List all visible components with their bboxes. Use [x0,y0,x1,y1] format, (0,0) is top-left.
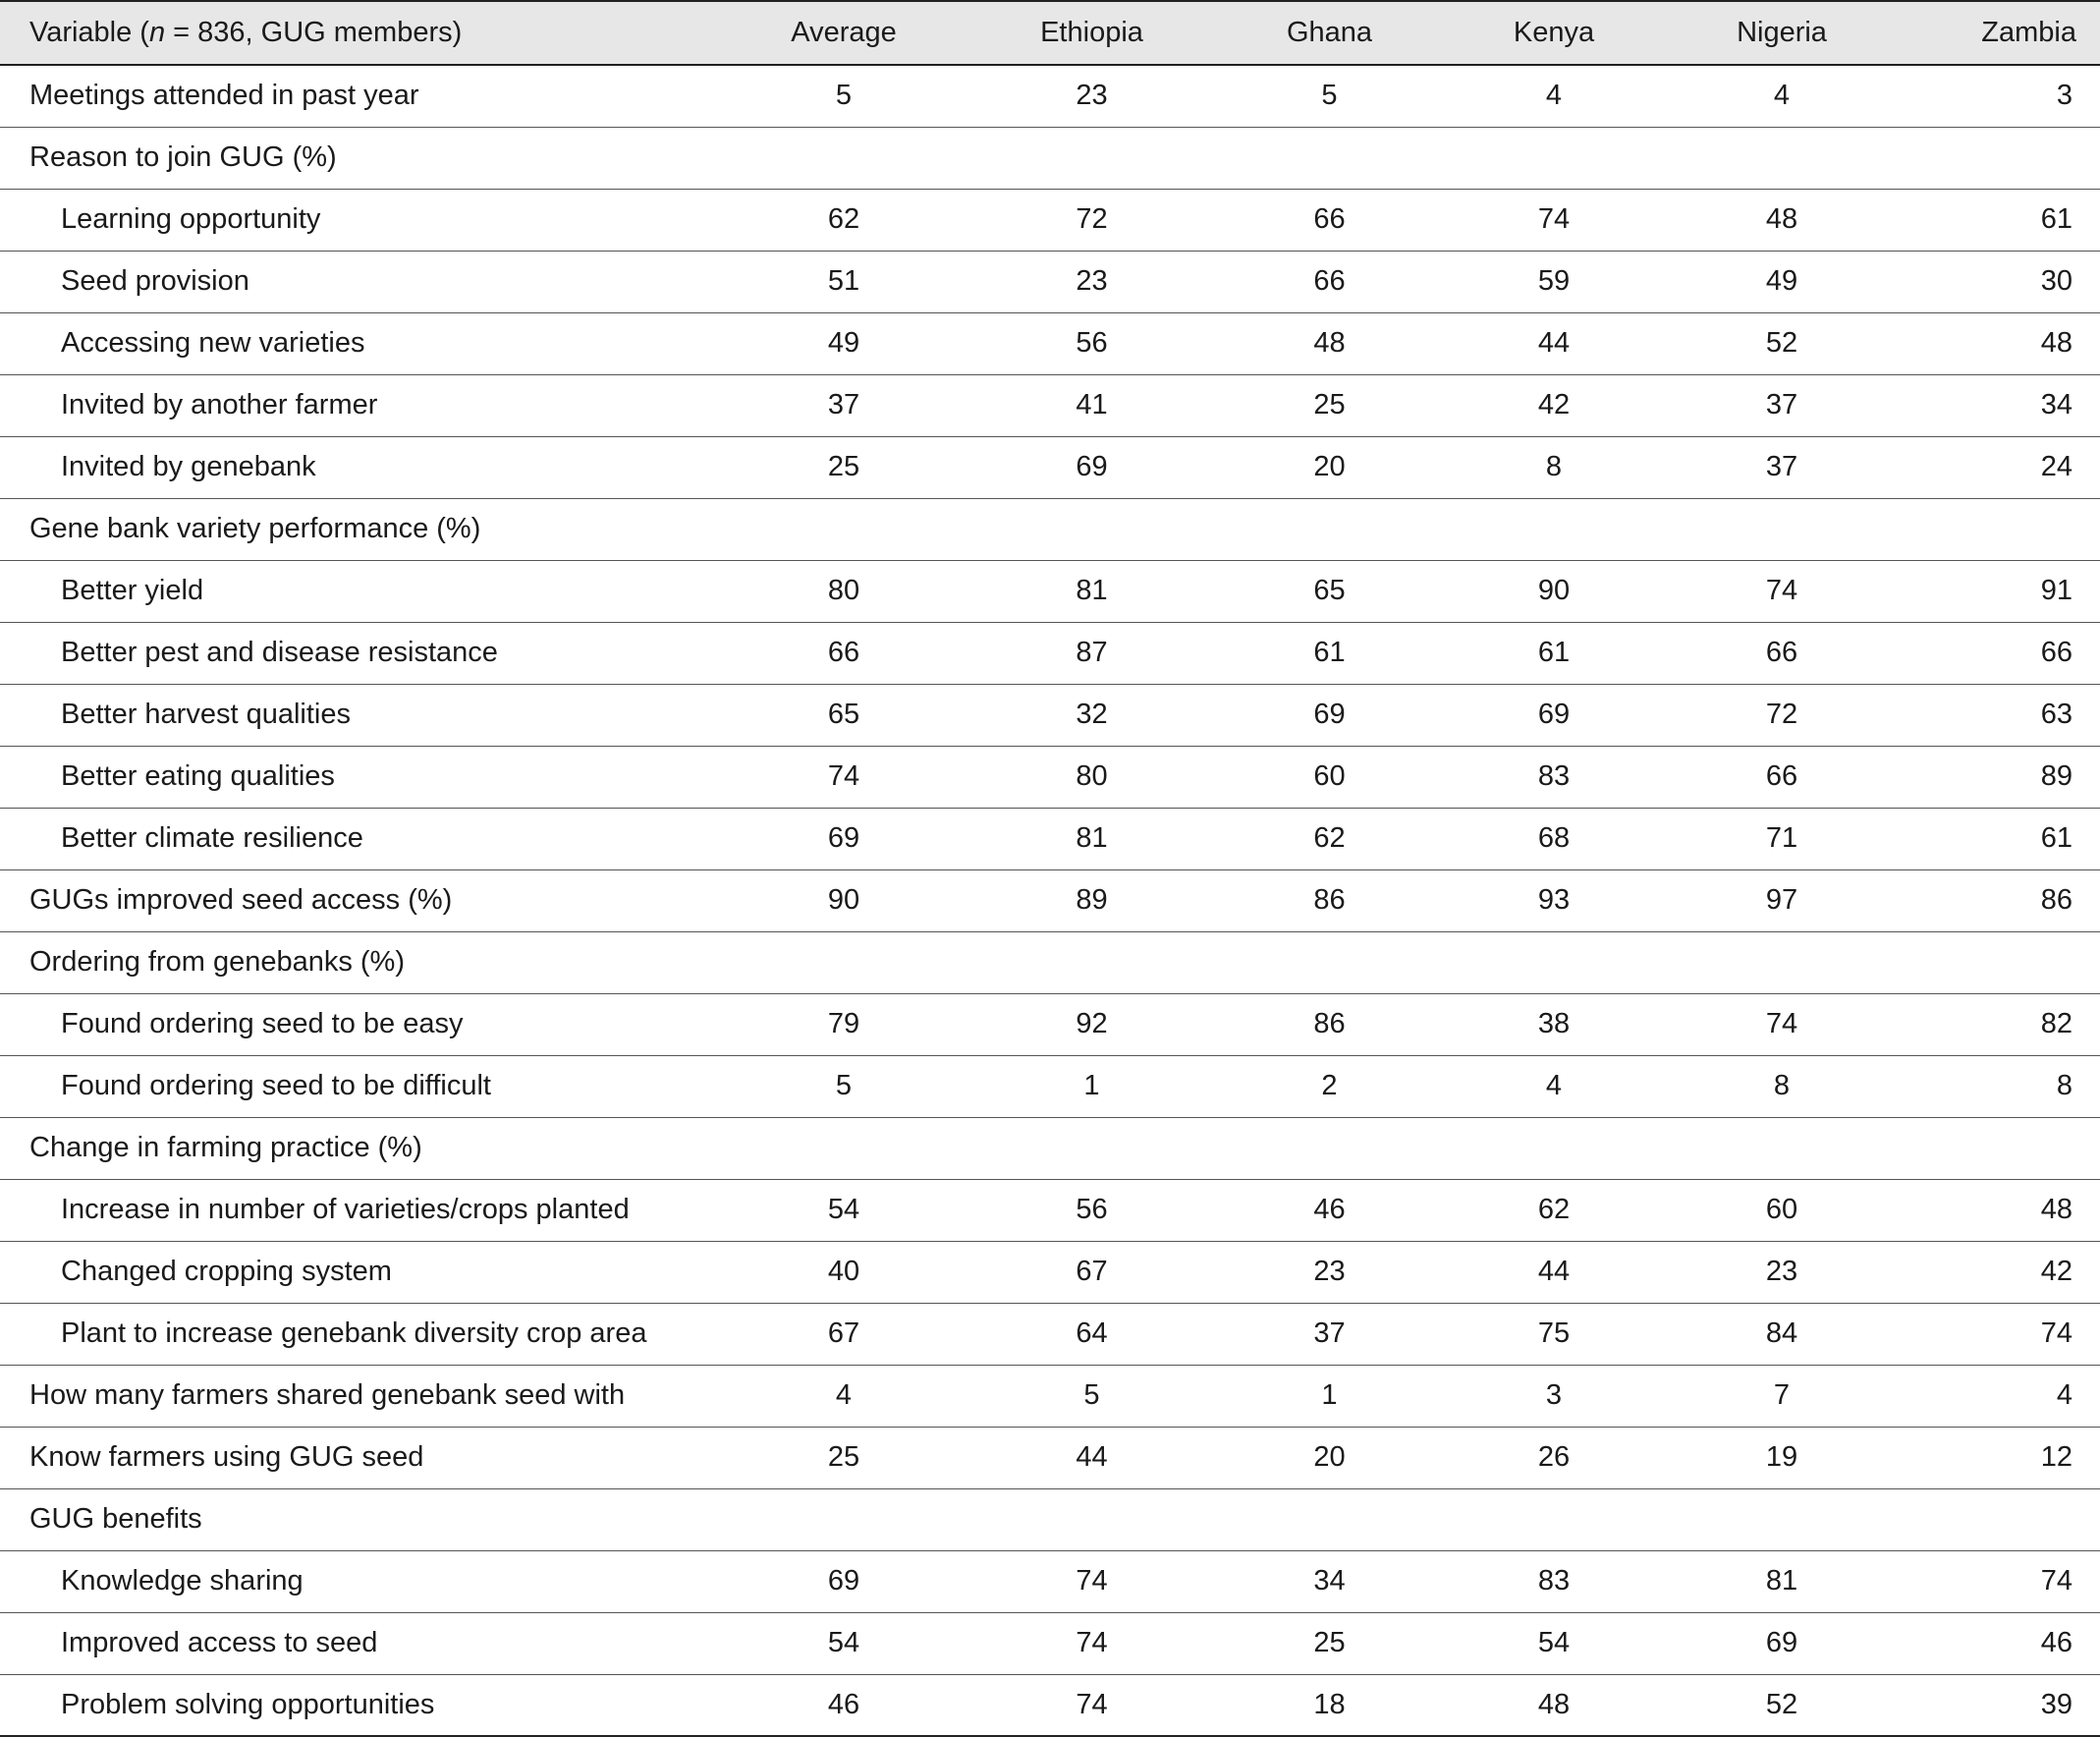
row-label: GUG benefits [29,1503,202,1535]
cell-nigeria: 52 [1765,1688,1798,1720]
cell-kenya: 48 [1537,1688,1571,1720]
cell-ethiopia: 64 [1076,1317,1108,1349]
row-sublabel: Invited by another farmer [61,389,378,420]
table-row [0,746,2100,808]
cell-ghana [1228,127,1431,189]
cell-kenya: 4 [1545,80,1563,112]
cell-zambia: 24 [2040,451,2072,482]
cell-kenya [1431,127,1677,189]
cell-ethiopia: 87 [1076,637,1108,668]
table-row [0,312,2100,374]
cell-nigeria: 19 [1765,1441,1798,1473]
cell-ghana: 66 [1313,203,1346,235]
cell-ethiopia: 74 [1076,1688,1108,1720]
cell-kenya: 4 [1545,1070,1563,1101]
cell-kenya: 3 [1545,1379,1563,1411]
cell-ghana: 86 [1313,1008,1346,1039]
cell-ghana: 62 [1313,822,1346,854]
row-label: How many farmers shared genebank seed with [29,1379,626,1411]
cell-nigeria: 66 [1765,637,1798,668]
cell-zambia [1887,1117,2100,1179]
cell-kenya: 83 [1537,760,1571,792]
row-sublabel: Accessing new varieties [61,327,365,359]
cell-nigeria [1677,498,1887,560]
cell-nigeria: 69 [1765,1627,1798,1658]
cell-ghana: 23 [1313,1256,1346,1287]
cell-ethiopia: 1 [1083,1070,1100,1101]
cell-zambia [1887,931,2100,993]
cell-ethiopia: 74 [1076,1627,1108,1658]
table-header [0,1,2100,65]
cell-ethiopia [956,127,1228,189]
cell-kenya [1431,498,1677,560]
row-label: Know farmers using GUG seed [29,1441,424,1473]
cell-kenya: 90 [1537,575,1571,606]
cell-average: 74 [827,760,860,792]
table-row [0,622,2100,684]
cell-zambia: 4 [2056,1379,2072,1411]
table-row [0,127,2100,189]
table-row [0,808,2100,869]
header-ethiopia: Ethiopia [1040,17,1143,48]
cell-kenya: 8 [1545,451,1563,482]
row-label: Ordering from genebanks (%) [29,946,405,978]
cell-average: 80 [827,575,860,606]
cell-nigeria: 66 [1765,760,1798,792]
cell-nigeria: 37 [1765,451,1798,482]
cell-average: 66 [827,637,860,668]
cell-average: 65 [827,699,860,730]
row-sublabel: Changed cropping system [61,1256,392,1287]
header-kenya: Kenya [1513,17,1595,48]
table-row [0,189,2100,251]
header-zambia: Zambia [1981,17,2076,48]
row-sublabel: Increase in number of varieties/crops planted [61,1194,630,1225]
cell-average: 4 [835,1379,853,1411]
cell-average: 69 [827,1565,860,1597]
header-variable-prefix: Variable ( [29,17,149,48]
cell-average: 37 [827,389,860,420]
cell-average: 51 [827,265,860,297]
cell-zambia: 63 [2040,699,2072,730]
cell-ghana [1228,1488,1431,1550]
cell-ethiopia: 41 [1076,389,1108,420]
cell-ethiopia: 5 [1083,1379,1100,1411]
cell-zambia: 12 [2040,1441,2072,1473]
table-row [0,251,2100,312]
row-sublabel: Found ordering seed to be easy [61,1008,464,1039]
cell-zambia: 48 [2040,1194,2072,1225]
table-row [0,374,2100,436]
cell-zambia: 86 [2040,884,2072,916]
cell-zambia: 30 [2040,265,2072,297]
table-row [0,1055,2100,1117]
cell-kenya: 44 [1537,327,1571,359]
cell-nigeria: 74 [1765,1008,1798,1039]
cell-ghana: 86 [1313,884,1346,916]
cell-zambia: 42 [2040,1256,2072,1287]
row-sublabel: Better climate resilience [61,822,363,854]
cell-average: 67 [827,1317,860,1349]
cell-ghana: 65 [1313,575,1346,606]
table-row [0,436,2100,498]
cell-zambia: 34 [2040,389,2072,420]
cell-kenya [1431,1488,1677,1550]
cell-kenya: 54 [1537,1627,1571,1658]
cell-nigeria [1677,1488,1887,1550]
table-row [0,1488,2100,1550]
table-row [0,498,2100,560]
cell-kenya: 59 [1537,265,1571,297]
cell-zambia [1887,127,2100,189]
header-row [0,1,2100,65]
cell-ghana: 20 [1313,451,1346,482]
row-sublabel: Improved access to seed [61,1627,378,1658]
cell-ghana: 60 [1313,760,1346,792]
table-row [0,560,2100,622]
cell-ethiopia: 56 [1076,1194,1108,1225]
cell-ghana: 34 [1313,1565,1346,1597]
row-sublabel: Seed provision [61,265,249,297]
cell-average: 5 [835,80,853,112]
cell-kenya: 74 [1537,203,1571,235]
row-sublabel: Plant to increase genebank diversity crop area [61,1317,647,1349]
table-row [0,1365,2100,1427]
cell-average: 54 [827,1627,860,1658]
table-row [0,1117,2100,1179]
cell-average [732,1117,956,1179]
cell-kenya: 26 [1537,1441,1571,1473]
cell-nigeria: 23 [1765,1256,1798,1287]
cell-ethiopia: 67 [1076,1256,1108,1287]
cell-ethiopia: 92 [1076,1008,1108,1039]
header-variable-suffix: = 836, GUG members) [165,17,463,48]
cell-average: 79 [827,1008,860,1039]
cell-ghana: 46 [1313,1194,1346,1225]
cell-average: 69 [827,822,860,854]
cell-nigeria: 8 [1773,1070,1791,1101]
cell-ethiopia: 72 [1076,203,1108,235]
cell-ethiopia: 56 [1076,327,1108,359]
table-row [0,1303,2100,1365]
cell-ghana: 25 [1313,389,1346,420]
row-sublabel: Better pest and disease resistance [61,637,498,668]
cell-kenya: 61 [1537,637,1571,668]
cell-average: 25 [827,1441,860,1473]
row-sublabel: Better yield [61,575,204,606]
cell-zambia: 74 [2040,1565,2072,1597]
cell-ghana: 1 [1321,1379,1338,1411]
cell-nigeria: 48 [1765,203,1798,235]
cell-kenya: 83 [1537,1565,1571,1597]
row-label: GUGs improved seed access (%) [29,884,453,916]
table-row [0,869,2100,931]
cell-zambia [1887,1488,2100,1550]
cell-zambia [1887,498,2100,560]
cell-ghana: 69 [1313,699,1346,730]
cell-ghana: 25 [1313,1627,1346,1658]
header-variable [0,1,732,65]
cell-average: 62 [827,203,860,235]
row-sublabel: Better harvest qualities [61,699,351,730]
cell-ethiopia: 81 [1076,822,1108,854]
cell-nigeria: 74 [1765,575,1798,606]
table-row [0,1427,2100,1488]
cell-zambia: 39 [2040,1688,2072,1720]
cell-zambia: 82 [2040,1008,2072,1039]
row-label: Gene bank variety performance (%) [29,513,481,544]
cell-nigeria: 7 [1773,1379,1791,1411]
header-average: Average [791,17,897,48]
cell-kenya: 68 [1537,822,1571,854]
cell-zambia: 8 [2056,1070,2072,1101]
cell-ghana: 48 [1313,327,1346,359]
cell-ethiopia: 89 [1076,884,1108,916]
cell-ethiopia: 23 [1076,265,1108,297]
cell-zambia: 91 [2040,575,2072,606]
cell-average: 40 [827,1256,860,1287]
cell-kenya: 75 [1537,1317,1571,1349]
cell-kenya: 44 [1537,1256,1571,1287]
cell-average: 5 [835,1070,853,1101]
table-row [0,1550,2100,1612]
table-row [0,684,2100,746]
cell-ethiopia: 80 [1076,760,1108,792]
cell-nigeria: 60 [1765,1194,1798,1225]
cell-ghana [1228,931,1431,993]
table-row [0,1674,2100,1736]
cell-kenya: 62 [1537,1194,1571,1225]
cell-ethiopia [956,1117,1228,1179]
cell-nigeria: 49 [1765,265,1798,297]
cell-nigeria: 4 [1773,80,1791,112]
cell-average: 90 [827,884,860,916]
cell-average: 49 [827,327,860,359]
row-sublabel: Better eating qualities [61,760,335,792]
cell-zambia: 66 [2040,637,2072,668]
cell-average: 54 [827,1194,860,1225]
cell-ethiopia: 69 [1076,451,1108,482]
row-label: Meetings attended in past year [29,80,419,112]
cell-kenya: 38 [1537,1008,1571,1039]
cell-average: 46 [827,1688,860,1720]
header-ghana: Ghana [1286,17,1373,48]
cell-ghana: 2 [1321,1070,1338,1101]
cell-nigeria [1677,127,1887,189]
cell-ghana: 18 [1313,1688,1346,1720]
row-sublabel: Invited by genebank [61,451,316,482]
cell-ghana: 5 [1321,80,1338,112]
row-label: Change in farming practice (%) [29,1132,422,1163]
cell-ethiopia: 32 [1076,699,1108,730]
cell-nigeria: 84 [1765,1317,1798,1349]
cell-ethiopia: 23 [1076,80,1108,112]
cell-ethiopia [956,931,1228,993]
cell-ethiopia: 44 [1076,1441,1108,1473]
cell-nigeria: 37 [1765,389,1798,420]
cell-ghana: 66 [1313,265,1346,297]
cell-ethiopia [956,1488,1228,1550]
table-row [0,993,2100,1055]
cell-average [732,1488,956,1550]
cell-nigeria: 72 [1765,699,1798,730]
row-sublabel: Found ordering seed to be difficult [61,1070,491,1101]
row-label: Reason to join GUG (%) [29,141,337,173]
cell-zambia: 61 [2040,822,2072,854]
cell-average [732,127,956,189]
cell-ghana: 37 [1313,1317,1346,1349]
table-row [0,65,2100,127]
cell-ethiopia: 81 [1076,575,1108,606]
cell-zambia: 74 [2040,1317,2072,1349]
cell-nigeria: 71 [1765,822,1798,854]
cell-average [732,931,956,993]
table-body [0,65,2100,1736]
cell-average: 25 [827,451,860,482]
table-row [0,1241,2100,1303]
header-variable-n: n [148,17,166,48]
cell-zambia: 46 [2040,1627,2072,1658]
cell-nigeria: 52 [1765,327,1798,359]
cell-ghana [1228,498,1431,560]
cell-nigeria: 81 [1765,1565,1798,1597]
cell-kenya: 69 [1537,699,1571,730]
cell-ethiopia [956,498,1228,560]
cell-zambia: 89 [2040,760,2072,792]
table-row [0,1612,2100,1674]
cell-zambia: 48 [2040,327,2072,359]
cell-average [732,498,956,560]
cell-nigeria: 97 [1765,884,1798,916]
cell-ghana: 61 [1313,637,1346,668]
table-row [0,931,2100,993]
cell-zambia: 61 [2040,203,2072,235]
cell-kenya [1431,1117,1677,1179]
cell-kenya: 93 [1537,884,1571,916]
row-sublabel: Learning opportunity [61,203,321,235]
cell-nigeria [1677,931,1887,993]
row-sublabel: Knowledge sharing [61,1565,304,1597]
header-nigeria: Nigeria [1737,17,1827,48]
cell-kenya: 42 [1537,389,1571,420]
row-sublabel: Problem solving opportunities [61,1688,435,1720]
cell-nigeria [1677,1117,1887,1179]
cell-zambia: 3 [2056,80,2072,112]
cell-ghana: 20 [1313,1441,1346,1473]
cell-kenya [1431,931,1677,993]
cell-ghana [1228,1117,1431,1179]
table-row [0,1179,2100,1241]
cell-ethiopia: 74 [1076,1565,1108,1597]
